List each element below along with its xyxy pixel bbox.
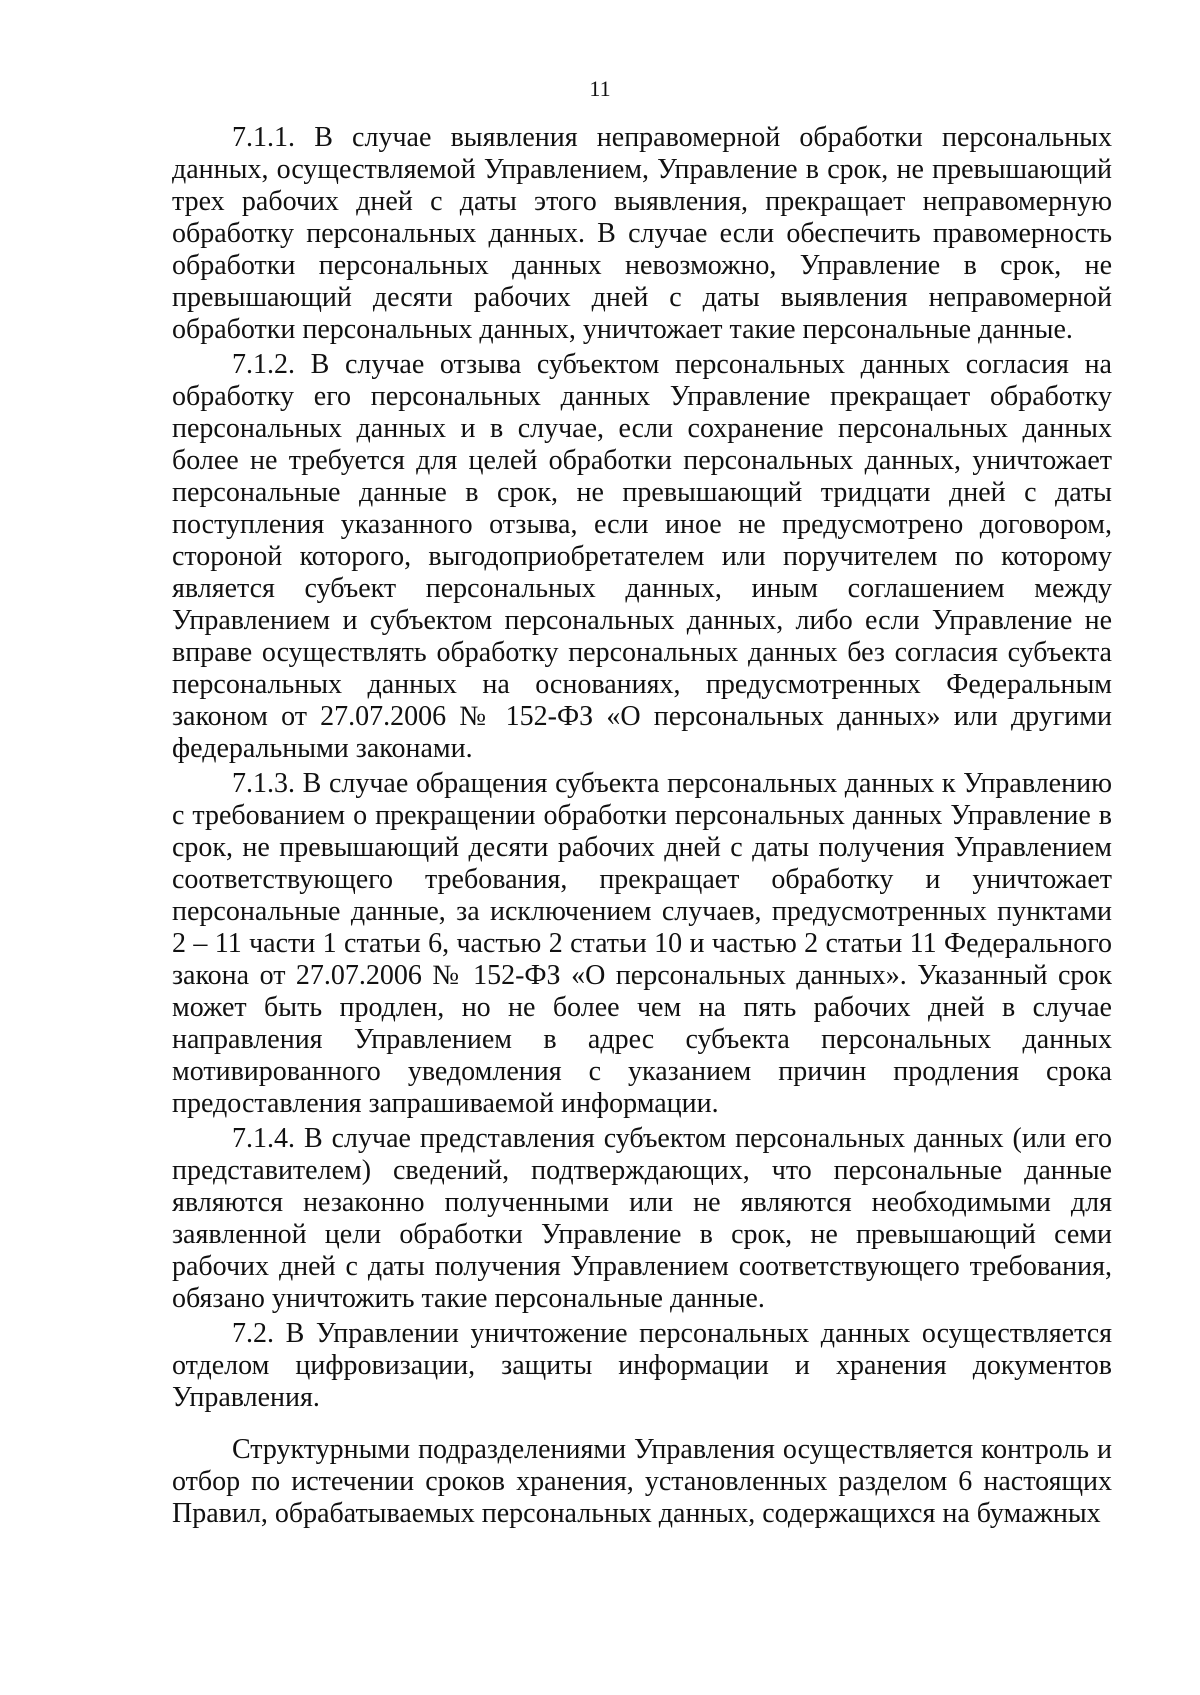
paragraph-7-1-4: 7.1.4. В случае представления субъектом персональных данных (или его представителем) сведений, подтверждающих, что персональные данные являются незаконно полученными или не являются необходимыми для заявленной цели обработки Управление в срок, не превышающий семи рабочих дней с даты получения Управлением соответствующего требования, обязано уничтожить такие персональные данные.: [172, 1123, 1112, 1314]
page-number: 11: [589, 76, 611, 101]
paragraph-7-1-3: 7.1.3. В случае обращения субъекта персональных данных к Управлению с требованием о прекращении обработки персональных данных Управление в срок, не превышающий десяти рабочих дней с даты получения Управлением соответствующего требования, прекращает обработку и уничтожает персональные данные, за исключением случаев, предусмотренных пунктами 2 – 11 части 1 статьи 6, частью 2 статьи 10 и частью 2 статьи 11 Федерального закона от 27.07.2006 № 152-ФЗ «О персональных данных». Указанный срок может быть продлен, но не более чем на пять рабочих дней в случае направления Управлением в адрес субъекта персональных данных мотивированного уведомления с указанием причин продления срока предоставления запрашиваемой информации.: [172, 768, 1112, 1119]
paragraph-structural-units: Структурными подразделениями Управления осуществляется контроль и отбор по истечении сроков хранения, установленных разделом 6 настоящих Правил, обрабатываемых персональных данных, содержащихся на бумажных: [172, 1434, 1112, 1529]
paragraph-7-1-2: 7.1.2. В случае отзыва субъектом персональных данных согласия на обработку его персональных данных Управление прекращает обработку персональных данных и в случае, если сохранение персональных данных более не требуется для целей обработки персональных данных, уничтожает персональные данные в срок, не превышающий тридцати дней с даты поступления указанного отзыва, если иное не предусмотрено договором, стороной которого, выгодоприобретателем или поручителем по которому является субъект персональных данных, иным соглашением между Управлением и субъектом персональных данных, либо если Управление не вправе осуществлять обработку персональных данных без согласия субъекта персональных данных на основаниях, предусмотренных Федеральным законом от 27.07.2006 № 152-ФЗ «О персональных данных» или другими федеральными законами.: [172, 349, 1112, 764]
document-body: [172, 122, 1112, 1530]
paragraph-7-2: 7.2. В Управлении уничтожение персональных данных осуществляется отделом цифровизации, защиты информации и хранения документов Управления.: [172, 1318, 1112, 1413]
paragraph-7-1-1: 7.1.1. В случае выявления неправомерной обработки персональных данных, осуществляемой Управлением, Управление в срок, не превышающий трех рабочих дней с даты этого выявления, прекращает неправомерную обработку персональных данных. В случае если обеспечить правомерность обработки персональных данных невозможно, Управление в срок, не превышающий десяти рабочих дней с даты выявления неправомерной обработки персональных данных, уничтожает такие персональные данные.: [172, 122, 1112, 345]
